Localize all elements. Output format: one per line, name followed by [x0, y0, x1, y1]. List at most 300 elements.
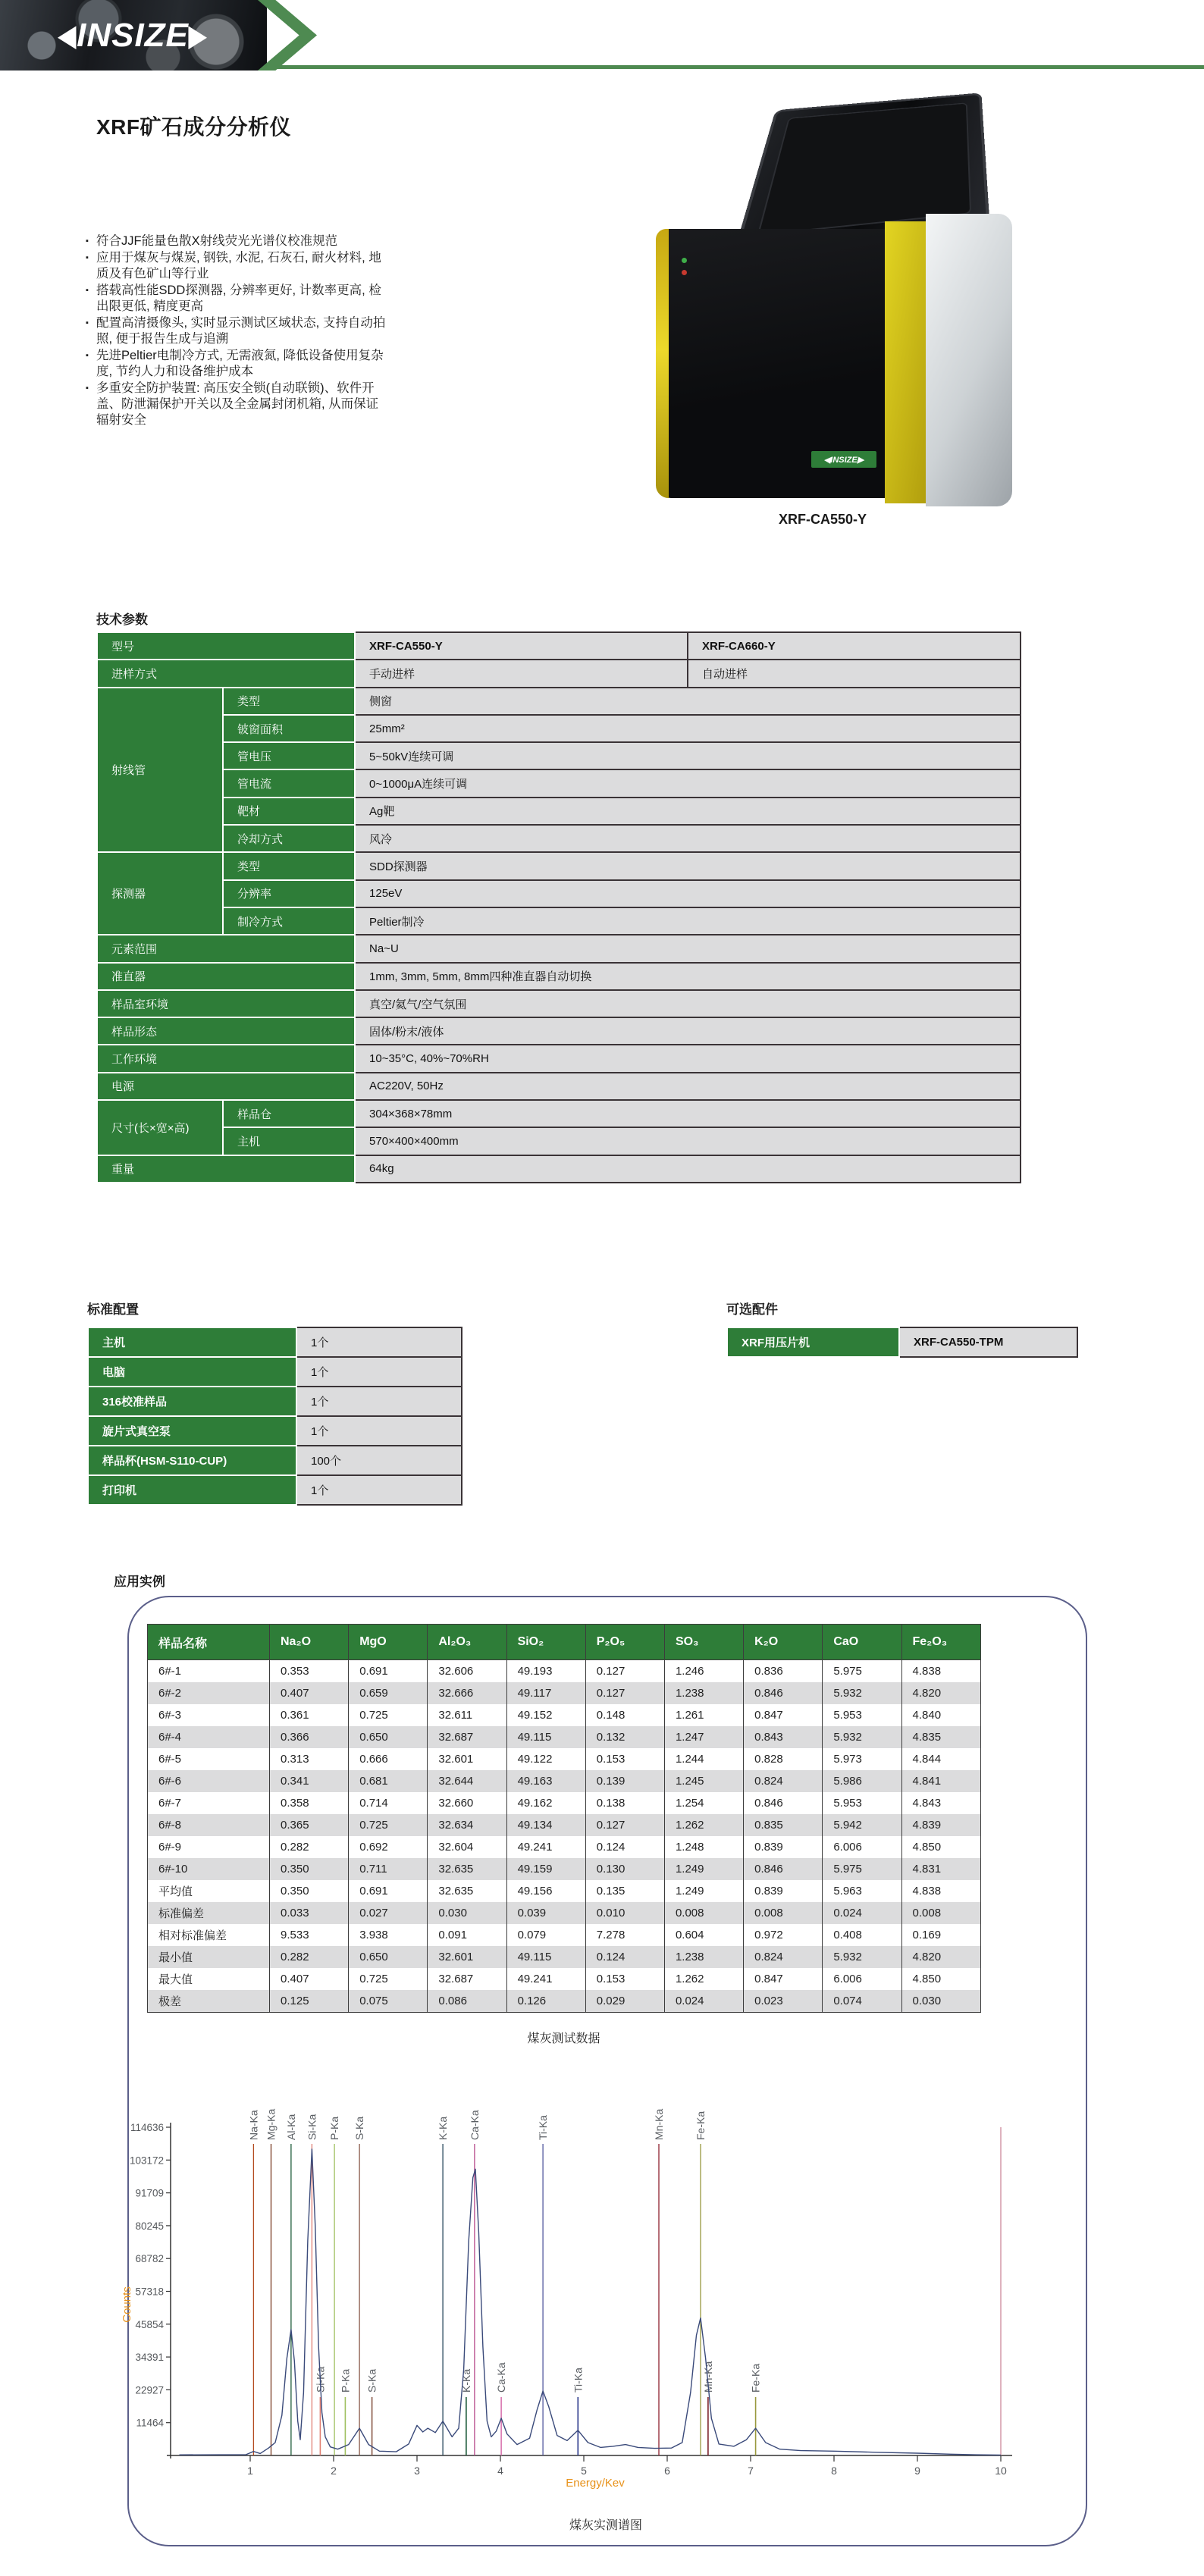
value-cell: 0.846	[744, 1792, 823, 1814]
value-cell: 0.132	[585, 1726, 664, 1748]
table-row	[97, 632, 1021, 660]
value-cell: 49.152	[506, 1704, 585, 1726]
peak-marker-label-secondary: Mn-Ka	[701, 2361, 714, 2393]
table-row	[727, 1327, 1077, 1357]
table-row	[88, 1475, 462, 1505]
value-cell: 5.975	[823, 1660, 901, 1683]
value-cell: 0.074	[823, 1990, 901, 2013]
table-row	[97, 990, 1021, 1017]
sample-name-cell: 最小值	[148, 1946, 270, 1968]
application-table	[147, 1624, 981, 2013]
table-row	[88, 1357, 462, 1387]
tech-label-cell: 主机	[223, 1127, 355, 1155]
table-row	[148, 1682, 981, 1704]
bullet-icon: ▪	[86, 286, 89, 295]
tech-value-cell: Na~U	[355, 935, 1021, 962]
value-cell: 0.824	[744, 1946, 823, 1968]
tech-value-cell: 10~35°C, 40%~70%RH	[355, 1045, 1021, 1072]
spectrum-svg	[114, 2062, 1054, 2562]
value-cell: 0.828	[744, 1748, 823, 1770]
x-tick-label: 1	[247, 2465, 253, 2477]
config-label-cell: 样品杯(HSM-S110-CUP)	[88, 1446, 296, 1475]
y-tick-label: 57318	[135, 2286, 164, 2298]
peak-marker-label: Si-Ka	[306, 2114, 318, 2140]
table-row	[97, 963, 1021, 990]
device-yellow-stripe-left	[656, 229, 669, 498]
header-rule	[267, 65, 1204, 69]
column-header: Al₂O₃	[428, 1625, 506, 1660]
value-cell: 0.148	[585, 1704, 664, 1726]
table-row	[97, 1155, 1021, 1183]
value-cell: 5.973	[823, 1748, 901, 1770]
sample-name-cell: 平均值	[148, 1880, 270, 1902]
sample-name-cell: 6#-8	[148, 1814, 270, 1836]
value-cell: 0.024	[823, 1902, 901, 1924]
value-cell: 0.010	[585, 1902, 664, 1924]
device-side-panel	[926, 214, 1012, 506]
x-axis-title: Energy/Kev	[566, 2477, 625, 2490]
value-cell: 5.932	[823, 1726, 901, 1748]
tech-group-cell: 射线管	[97, 688, 223, 853]
sample-name-cell: 6#-7	[148, 1792, 270, 1814]
value-cell: 0.846	[744, 1858, 823, 1880]
config-value-cell: 1个	[296, 1387, 462, 1416]
value-cell: 0.839	[744, 1880, 823, 1902]
peak-marker-label-secondary: Si-Ka	[314, 2366, 327, 2393]
peak-marker-label-secondary: Fe-Ka	[749, 2363, 762, 2393]
column-header: SO₃	[664, 1625, 743, 1660]
tech-label-cell: 重量	[97, 1155, 355, 1183]
tech-label-cell: 工作环境	[97, 1045, 355, 1072]
config-label-cell: 316校准样品	[88, 1387, 296, 1416]
x-tick-label: 5	[581, 2465, 587, 2477]
optional-accessories-table	[726, 1327, 1078, 1358]
tech-label-cell: 准直器	[97, 963, 355, 990]
peak-marker-label-secondary: Ca-Ka	[495, 2362, 508, 2393]
value-cell: 0.408	[823, 1924, 901, 1946]
tech-value-cell: 125eV	[355, 880, 1021, 907]
value-cell: 0.361	[270, 1704, 349, 1726]
table-row	[97, 880, 1021, 907]
table-row	[97, 1045, 1021, 1072]
peak-marker-label: Fe-Ka	[694, 2111, 707, 2140]
value-cell: 0.127	[585, 1814, 664, 1836]
sample-name-cell: 标准偏差	[148, 1902, 270, 1924]
column-header: P₂O₅	[585, 1625, 664, 1660]
indicator-light-green	[682, 258, 687, 263]
peak-marker-label-secondary: K-Ka	[459, 2368, 472, 2393]
page-title: XRF矿石成分分析仪	[96, 115, 292, 139]
sample-name-cell: 6#-4	[148, 1726, 270, 1748]
table-row	[148, 1660, 981, 1683]
value-cell: 0.725	[349, 1968, 428, 1990]
value-cell: 0.972	[744, 1924, 823, 1946]
value-cell: 0.350	[270, 1858, 349, 1880]
value-cell: 5.942	[823, 1814, 901, 1836]
table-row	[88, 1387, 462, 1416]
tech-group-cell: 尺寸(长×宽×高)	[97, 1100, 223, 1155]
value-cell: 0.835	[744, 1814, 823, 1836]
value-cell: 0.125	[270, 1990, 349, 2013]
value-cell: 0.282	[270, 1836, 349, 1858]
insize-logo	[23, 17, 243, 55]
table-row	[148, 1836, 981, 1858]
config-label-cell: 主机	[88, 1327, 296, 1357]
value-cell: 0.692	[349, 1836, 428, 1858]
peak-marker-label: Na-Ka	[247, 2110, 260, 2140]
table-row	[148, 1748, 981, 1770]
table-row	[88, 1416, 462, 1446]
feature-item	[86, 381, 389, 428]
tech-params-title: 技术参数	[96, 613, 148, 627]
value-cell: 0.282	[270, 1946, 349, 1968]
value-cell: 0.836	[744, 1660, 823, 1683]
x-tick-label: 2	[331, 2465, 337, 2477]
tech-label-cell: 型号	[97, 632, 355, 660]
table-row	[148, 1770, 981, 1792]
value-cell: 32.687	[428, 1726, 506, 1748]
value-cell: 5.986	[823, 1770, 901, 1792]
value-cell: 1.244	[664, 1748, 743, 1770]
optional-accessories-title: 可选配件	[726, 1302, 778, 1317]
sample-name-cell: 6#-3	[148, 1704, 270, 1726]
value-cell: 0.075	[349, 1990, 428, 2013]
config-value-cell: 1个	[296, 1416, 462, 1446]
value-cell: 6.006	[823, 1836, 901, 1858]
table-row	[148, 1726, 981, 1748]
value-cell: 0.079	[506, 1924, 585, 1946]
feature-text: 符合JJF能量色散X射线荧光光谱仪校准规范	[96, 234, 338, 248]
sample-name-cell: 极差	[148, 1990, 270, 2013]
tech-value-cell: SDD探测器	[355, 852, 1021, 879]
value-cell: 32.635	[428, 1880, 506, 1902]
sample-name-cell: 最大值	[148, 1968, 270, 1990]
header-photo	[0, 0, 267, 71]
value-cell: 5.975	[823, 1858, 901, 1880]
sample-name-cell: 6#-9	[148, 1836, 270, 1858]
value-cell: 4.839	[901, 1814, 980, 1836]
spectrum-chart	[114, 2062, 1054, 2562]
table-row	[148, 1968, 981, 1990]
value-cell: 5.963	[823, 1880, 901, 1902]
feature-text: 应用于煤灰与煤炭, 钢铁, 水泥, 石灰石, 耐火材料, 地质及有色矿山等行业	[96, 251, 381, 280]
value-cell: 0.139	[585, 1770, 664, 1792]
table-caption: 煤灰测试数据	[527, 2032, 600, 2045]
y-tick-label: 68782	[135, 2253, 164, 2265]
y-tick-label: 22927	[135, 2384, 164, 2396]
value-cell: 0.153	[585, 1748, 664, 1770]
value-cell: 0.086	[428, 1990, 506, 2013]
tech-value-cell: XRF-CA660-Y	[688, 632, 1021, 660]
table-row	[97, 1017, 1021, 1045]
brand-name: INSIZE	[77, 17, 189, 54]
value-cell: 32.611	[428, 1704, 506, 1726]
value-cell: 0.714	[349, 1792, 428, 1814]
value-cell: 0.350	[270, 1880, 349, 1902]
table-row	[148, 1924, 981, 1946]
value-cell: 0.130	[585, 1858, 664, 1880]
value-cell: 5.932	[823, 1946, 901, 1968]
config-label-cell: 旋片式真空泵	[88, 1416, 296, 1446]
value-cell: 4.843	[901, 1792, 980, 1814]
features-list	[86, 233, 389, 429]
value-cell: 9.533	[270, 1924, 349, 1946]
value-cell: 0.008	[744, 1902, 823, 1924]
sample-name-cell: 6#-1	[148, 1660, 270, 1683]
chart-caption: 煤灰实测谱图	[569, 2519, 642, 2532]
value-cell: 49.159	[506, 1858, 585, 1880]
x-tick-label: 7	[748, 2465, 754, 2477]
value-cell: 0.650	[349, 1726, 428, 1748]
column-header: Na₂O	[270, 1625, 349, 1660]
value-cell: 7.278	[585, 1924, 664, 1946]
value-cell: 0.358	[270, 1792, 349, 1814]
product-photo	[644, 72, 1024, 508]
tech-value-cell: AC220V, 50Hz	[355, 1073, 1021, 1100]
value-cell: 0.843	[744, 1726, 823, 1748]
table-row	[88, 1327, 462, 1357]
peak-marker-label: S-Ka	[353, 2116, 366, 2140]
feature-text: 先进Peltier电制冷方式, 无需液氮, 降低设备使用复杂度, 节约人力和设备维护成本	[96, 349, 384, 378]
value-cell: 6.006	[823, 1968, 901, 1990]
tech-value-cell: Ag靶	[355, 798, 1021, 825]
value-cell: 32.644	[428, 1770, 506, 1792]
value-cell: 0.691	[349, 1880, 428, 1902]
value-cell: 1.246	[664, 1660, 743, 1683]
value-cell: 32.601	[428, 1748, 506, 1770]
table-row	[97, 688, 1021, 715]
value-cell: 0.153	[585, 1968, 664, 1990]
peak-marker-label: Ca-Ka	[468, 2110, 481, 2140]
value-cell: 3.938	[349, 1924, 428, 1946]
tech-label-cell: 样品形态	[97, 1017, 355, 1045]
table-row	[97, 798, 1021, 825]
tech-label-cell: 铍窗面积	[223, 715, 355, 742]
value-cell: 1.238	[664, 1946, 743, 1968]
table-row	[97, 825, 1021, 852]
value-cell: 0.024	[664, 1990, 743, 2013]
value-cell: 0.138	[585, 1792, 664, 1814]
value-cell: 0.033	[270, 1902, 349, 1924]
tech-value-cell: 25mm²	[355, 715, 1021, 742]
x-tick-label: 8	[831, 2465, 837, 2477]
bullet-icon: ▪	[86, 384, 89, 393]
value-cell: 0.135	[585, 1880, 664, 1902]
bullet-icon: ▪	[86, 318, 89, 327]
value-cell: 0.407	[270, 1682, 349, 1704]
peak-marker-label: P-Ka	[328, 2116, 341, 2140]
table-row	[148, 1902, 981, 1924]
table-row	[88, 1446, 462, 1475]
feature-text: 搭载高性能SDD探测器, 分辨率更好, 计数率更高, 检出限更低, 精度更高	[96, 284, 381, 313]
value-cell: 0.847	[744, 1704, 823, 1726]
logo-right-arrow-icon: ▶	[188, 20, 207, 52]
sample-name-cell: 6#-5	[148, 1748, 270, 1770]
value-cell: 0.824	[744, 1770, 823, 1792]
table-row	[148, 1704, 981, 1726]
value-cell: 0.366	[270, 1726, 349, 1748]
value-cell: 0.666	[349, 1748, 428, 1770]
feature-item	[86, 315, 389, 347]
value-cell: 0.029	[585, 1990, 664, 2013]
value-cell: 0.124	[585, 1946, 664, 1968]
value-cell: 1.249	[664, 1880, 743, 1902]
product-model-label: XRF-CA550-Y	[778, 512, 867, 527]
value-cell: 1.245	[664, 1770, 743, 1792]
peak-marker-label-secondary: Ti-Ka	[572, 2368, 585, 2393]
y-axis-title: Counts	[121, 2286, 133, 2323]
value-cell: 0.711	[349, 1858, 428, 1880]
feature-text: 配置高清摄像头, 实时显示测试区域状态, 支持自动拍照, 便于报告生成与追溯	[96, 316, 386, 346]
value-cell: 4.831	[901, 1858, 980, 1880]
config-value-cell: 100个	[296, 1446, 462, 1475]
table-header-row	[148, 1625, 981, 1660]
y-tick-label: 80245	[135, 2220, 164, 2232]
indicator-light-red	[682, 270, 687, 275]
tech-value-cell: 0~1000μA连续可调	[355, 769, 1021, 797]
tech-value-cell: 5~50kV连续可调	[355, 742, 1021, 769]
tech-value-cell: 手动进样	[355, 660, 688, 687]
value-cell: 1.238	[664, 1682, 743, 1704]
value-cell: 4.850	[901, 1968, 980, 1990]
peak-marker-label-secondary: P-Ka	[339, 2368, 352, 2393]
bullet-icon: ▪	[86, 237, 89, 246]
value-cell: 49.115	[506, 1946, 585, 1968]
value-cell: 49.122	[506, 1748, 585, 1770]
value-cell: 1.254	[664, 1792, 743, 1814]
value-cell: 1.261	[664, 1704, 743, 1726]
table-row	[97, 1073, 1021, 1100]
value-cell: 49.241	[506, 1968, 585, 1990]
value-cell: 0.030	[901, 1990, 980, 2013]
x-tick-label: 3	[414, 2465, 420, 2477]
value-cell: 4.820	[901, 1682, 980, 1704]
table-row	[97, 742, 1021, 769]
config-value-cell: 1个	[296, 1327, 462, 1357]
value-cell: 4.838	[901, 1880, 980, 1902]
tech-value-cell: XRF-CA550-Y	[355, 632, 688, 660]
value-cell: 5.953	[823, 1792, 901, 1814]
x-tick-label: 9	[914, 2465, 920, 2477]
value-cell: 0.023	[744, 1990, 823, 2013]
value-cell: 0.027	[349, 1902, 428, 1924]
sample-name-cell: 6#-6	[148, 1770, 270, 1792]
x-tick-label: 6	[664, 2465, 670, 2477]
feature-item	[86, 250, 389, 282]
value-cell: 4.841	[901, 1770, 980, 1792]
value-cell: 32.666	[428, 1682, 506, 1704]
value-cell: 0.030	[428, 1902, 506, 1924]
tech-value-cell: Peltier制冷	[355, 907, 1021, 935]
config-label-cell: XRF用压片机	[727, 1327, 899, 1357]
tech-value-cell: 侧窗	[355, 688, 1021, 715]
value-cell: 0.681	[349, 1770, 428, 1792]
application-title: 应用实例	[114, 1575, 165, 1589]
table-row	[148, 1990, 981, 2013]
column-header: SiO₂	[506, 1625, 585, 1660]
table-row	[148, 1946, 981, 1968]
table-row	[97, 715, 1021, 742]
table-row	[97, 907, 1021, 935]
value-cell: 5.932	[823, 1682, 901, 1704]
tech-label-cell: 样品仓	[223, 1100, 355, 1127]
peak-marker-label: K-Ka	[437, 2116, 450, 2140]
value-cell: 0.604	[664, 1924, 743, 1946]
feature-text: 多重安全防护装置: 高压安全锁(自动联锁)、软件开盖、防泄漏保护开关以及全金属封闭机箱, 从而保证辐射安全	[96, 381, 379, 427]
value-cell: 0.313	[270, 1748, 349, 1770]
value-cell: 4.838	[901, 1660, 980, 1683]
x-tick-label: 4	[497, 2465, 503, 2477]
value-cell: 0.659	[349, 1682, 428, 1704]
tech-value-cell: 风冷	[355, 825, 1021, 852]
tech-label-cell: 管电压	[223, 742, 355, 769]
tech-label-cell: 电源	[97, 1073, 355, 1100]
tech-value-cell: 1mm, 3mm, 5mm, 8mm四种准直器自动切换	[355, 963, 1021, 990]
tech-group-cell: 探测器	[97, 852, 223, 935]
feature-item	[86, 233, 389, 249]
table-row	[148, 1792, 981, 1814]
tech-label-cell: 类型	[223, 852, 355, 879]
tech-value-cell: 自动进样	[688, 660, 1021, 687]
table-row	[97, 769, 1021, 797]
y-tick-label: 91709	[135, 2187, 164, 2199]
value-cell: 0.039	[506, 1902, 585, 1924]
standard-config-table	[87, 1327, 462, 1506]
value-cell: 49.162	[506, 1792, 585, 1814]
column-header: CaO	[823, 1625, 901, 1660]
y-tick-label: 11464	[136, 2417, 164, 2429]
value-cell: 49.193	[506, 1660, 585, 1683]
y-tick-label: 45854	[135, 2318, 164, 2330]
tech-value-cell: 64kg	[355, 1155, 1021, 1183]
peak-marker-label-secondary: S-Ka	[365, 2368, 378, 2393]
value-cell: 32.634	[428, 1814, 506, 1836]
value-cell: 1.248	[664, 1836, 743, 1858]
column-header: MgO	[349, 1625, 428, 1660]
value-cell: 0.407	[270, 1968, 349, 1990]
column-header: K₂O	[744, 1625, 823, 1660]
value-cell: 4.840	[901, 1704, 980, 1726]
value-cell: 0.091	[428, 1924, 506, 1946]
tech-label-cell: 类型	[223, 688, 355, 715]
value-cell: 0.725	[349, 1814, 428, 1836]
value-cell: 0.353	[270, 1660, 349, 1683]
x-tick-label: 10	[995, 2465, 1007, 2477]
bullet-icon: ▪	[86, 253, 89, 262]
value-cell: 0.126	[506, 1990, 585, 2013]
value-cell: 49.241	[506, 1836, 585, 1858]
tech-params-table	[96, 631, 1021, 1183]
y-tick-label: 114636	[130, 2122, 164, 2134]
config-value-cell: 1个	[296, 1475, 462, 1505]
table-row	[97, 660, 1021, 687]
value-cell: 49.156	[506, 1880, 585, 1902]
value-cell: 0.341	[270, 1770, 349, 1792]
value-cell: 49.117	[506, 1682, 585, 1704]
device-yellow-panel	[885, 221, 929, 503]
tech-label-cell: 制冷方式	[223, 907, 355, 935]
tech-label-cell: 进样方式	[97, 660, 355, 687]
tech-value-cell: 固体/粉末/液体	[355, 1017, 1021, 1045]
value-cell: 32.635	[428, 1858, 506, 1880]
bullet-icon: ▪	[86, 351, 89, 360]
sample-name-cell: 6#-2	[148, 1682, 270, 1704]
table-row	[97, 935, 1021, 962]
table-row	[97, 1100, 1021, 1127]
standard-config-title: 标准配置	[87, 1302, 139, 1317]
config-value-cell: 1个	[296, 1357, 462, 1387]
value-cell: 0.365	[270, 1814, 349, 1836]
